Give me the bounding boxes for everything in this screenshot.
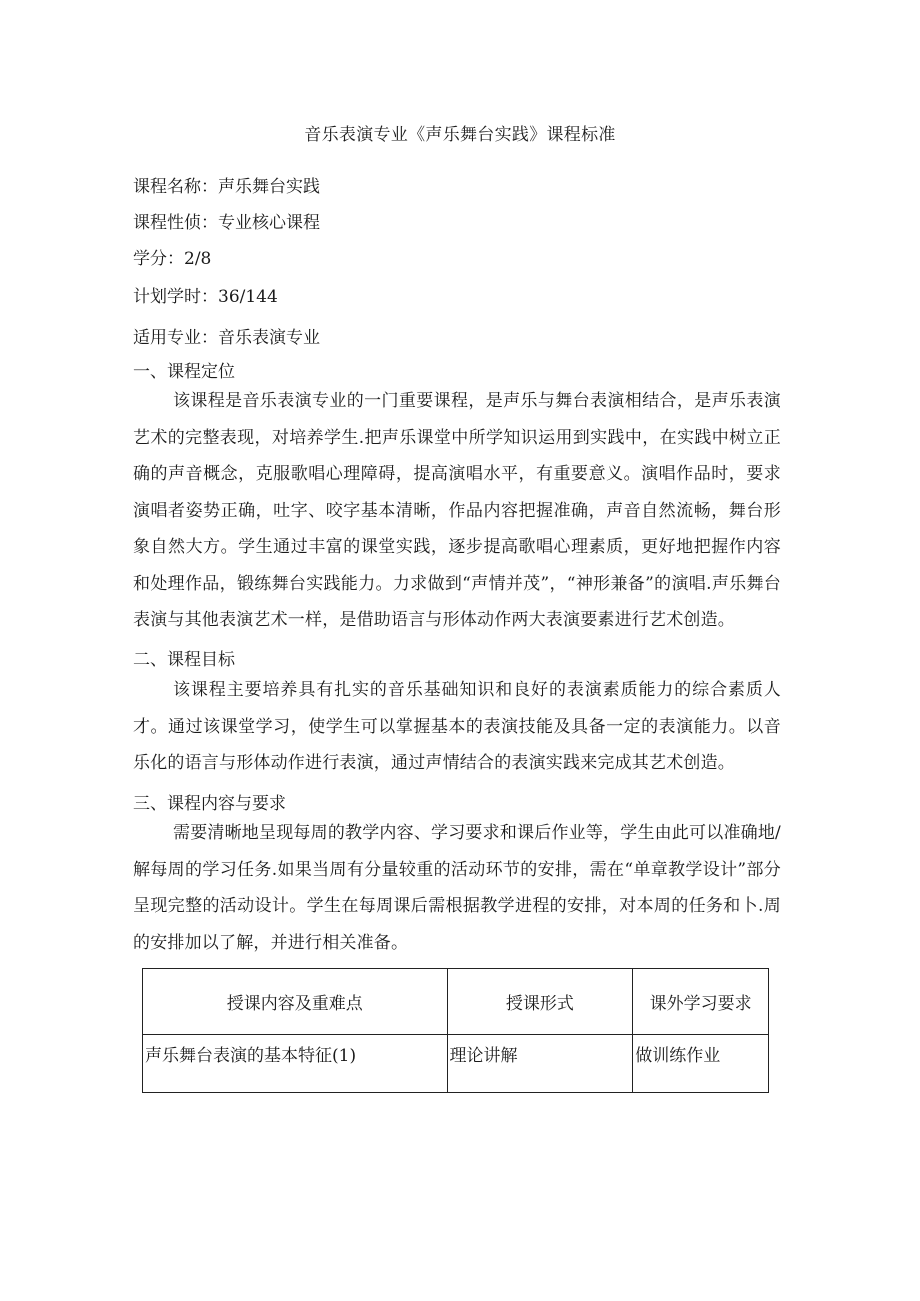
document-title: 音乐表演专业《声乐舞台实践》课程标准	[304, 125, 616, 145]
table-header-cell: 授课形式	[447, 969, 633, 1035]
table-header-row	[143, 969, 769, 1035]
hours-line: 计划学时：36/144	[133, 287, 278, 307]
table-cell: 做训练作业	[633, 1035, 769, 1093]
section-heading: 一、课程定位	[133, 362, 235, 382]
course-name-line: 课程名称：声乐舞台实践	[133, 177, 320, 197]
section-heading: 三、课程内容与要求	[133, 794, 286, 814]
table-cell: 声乐舞台表演的基本特征(1)	[143, 1035, 448, 1093]
section-body: 该课程主要培养具有扎实的音乐基础知识和良好的表演素质能力的综合素质人才。通过该课堂学习，使学生可以掌握基本的表演技能及具备一定的表演能力。以音乐化的语言与形体动作进行表演，通过声情结合的表演实践来完成其艺术创造。	[133, 680, 781, 773]
table-header-cell: 课外学习要求	[633, 969, 769, 1035]
section-body: 该课程是音乐表演专业的一门重要课程，是声乐与舞台表演相结合，是声乐表演艺术的完整表现，对培养学生.把声乐课堂中所学知识运用到实践中，在实践中树立正确的声音概念，克服歌唱心理障碍，提高演唱水平，有重要意义。演唱作品时，要求演唱者姿势正确，吐字、咬字基本清晰，作品内容把握准确，声音自然流畅，舞台形象自然大方。学生通过丰富的课堂实践，逐步提高歌唱心理素质，更好地把握作内容和处理作品，锻练舞台实践能力。力求做到“声情并茂”，“神形兼备”的演唱.声乐舞台表演与其他表演艺术一样，是借助语言与形体动作两大表演要素进行艺术创造。	[133, 391, 781, 630]
section-body: 需要清晰地呈现每周的教学内容、学习要求和课后作业等，学生由此可以准确地/解每周的学习任务.如果当周有分量较重的活动环节的安排，需在“单章教学设计”部分呈现完整的活动设计。学生在每周课后需根据教学进程的安排，对本周的任务和卜.周的安排加以了解，并进行相关准备。	[133, 823, 781, 953]
course-nature-line: 课程性侦：专业核心课程	[133, 213, 320, 233]
table-row	[143, 1035, 769, 1093]
course-table	[142, 968, 769, 1093]
major-line: 适用专业：音乐表演专业	[133, 328, 320, 348]
section-heading: 二、课程目标	[133, 650, 235, 670]
credits-line: 学分：2/8	[133, 249, 212, 269]
table-cell: 理论讲解	[447, 1035, 633, 1093]
table-header-cell: 授课内容及重难点	[143, 969, 448, 1035]
